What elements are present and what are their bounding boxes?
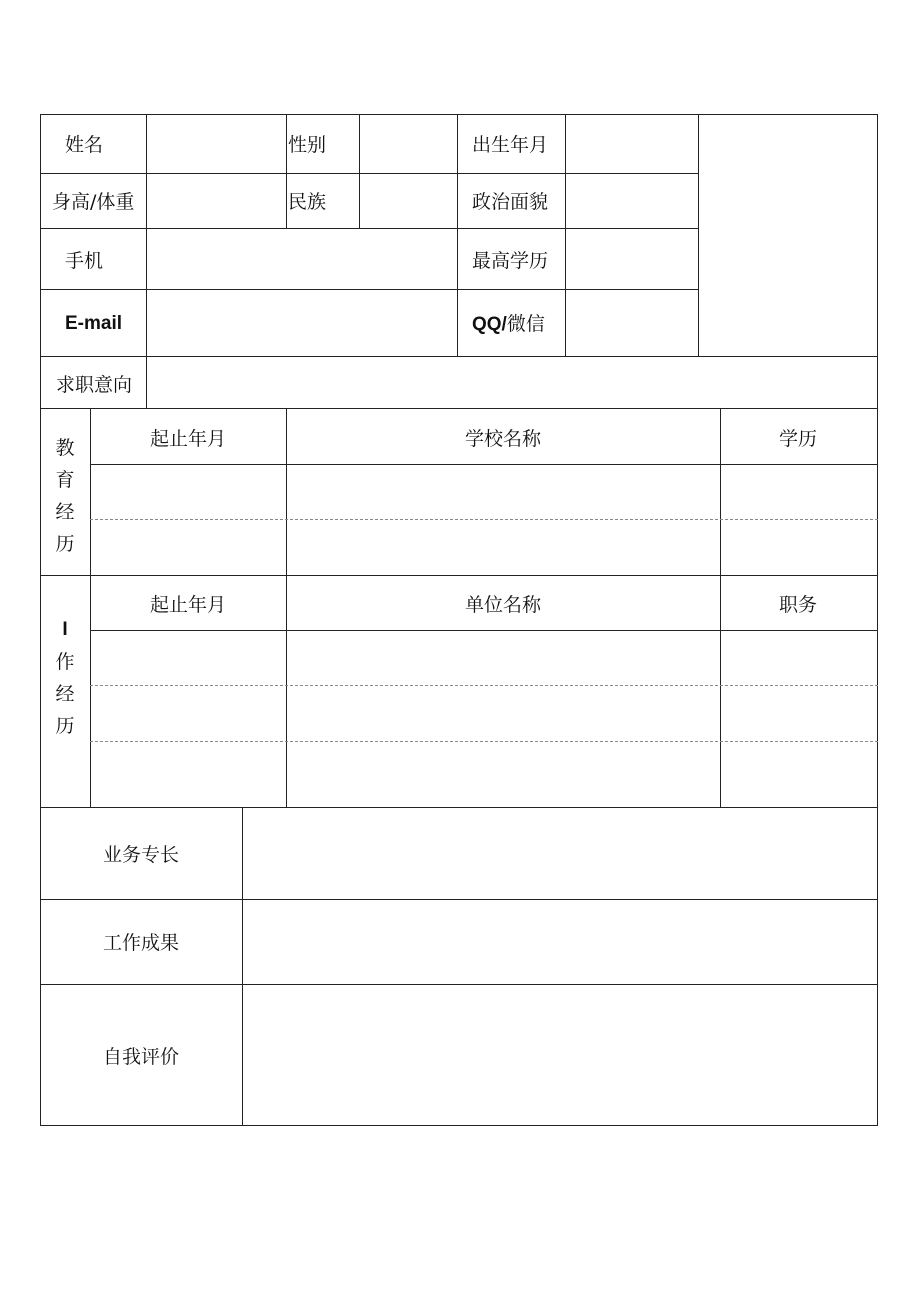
education-level-field[interactable]	[566, 229, 698, 289]
self-evaluation-field[interactable]	[243, 985, 877, 1125]
achievements-field[interactable]	[243, 900, 877, 984]
education-level-label: 最高学历	[472, 250, 549, 272]
work-section-title: I 作 经 历	[55, 619, 75, 737]
education-period-header: 起止年月	[149, 428, 227, 450]
education-row[interactable]	[91, 465, 878, 519]
political-status-field[interactable]	[566, 174, 698, 228]
gender-field[interactable]	[360, 115, 457, 173]
degree-header: 学历	[778, 428, 818, 450]
specialty-label: 业务专长	[102, 844, 180, 866]
phone-field[interactable]	[147, 229, 457, 289]
ethnicity-field[interactable]	[360, 174, 457, 228]
birth-date-field[interactable]	[566, 115, 698, 173]
email-field[interactable]	[147, 290, 457, 356]
qq-wechat-label: QQ/微信	[472, 313, 545, 335]
name-label: 姓名	[65, 134, 104, 156]
gender-label: 性别	[288, 134, 327, 156]
work-row[interactable]	[91, 631, 878, 685]
name-field[interactable]	[147, 115, 286, 173]
email-label: E-mail	[65, 313, 123, 334]
birth-date-label: 出生年月	[472, 134, 549, 156]
school-name-header: 学校名称	[464, 428, 542, 450]
political-status-label: 政治面貌	[472, 191, 549, 213]
photo-area[interactable]	[699, 115, 877, 356]
job-intent-field[interactable]	[147, 357, 877, 408]
work-row[interactable]	[91, 686, 878, 741]
height-weight-field[interactable]	[147, 174, 286, 228]
achievements-label: 工作成果	[102, 932, 180, 954]
self-evaluation-label: 自我评价	[102, 1046, 180, 1068]
education-section-title: 教 育 经 历	[55, 437, 75, 555]
specialty-field[interactable]	[243, 808, 877, 899]
company-name-header: 单位名称	[464, 594, 542, 616]
ethnicity-label: 民族	[288, 191, 327, 213]
position-header: 职务	[778, 594, 818, 616]
job-intent-label: 求职意向	[56, 374, 133, 396]
phone-label: 手机	[65, 250, 104, 272]
qq-wechat-field[interactable]	[566, 290, 698, 356]
education-row[interactable]	[91, 520, 878, 575]
work-row[interactable]	[91, 742, 878, 807]
height-weight-label: 身高/体重	[52, 191, 135, 213]
work-period-header: 起止年月	[149, 594, 227, 616]
